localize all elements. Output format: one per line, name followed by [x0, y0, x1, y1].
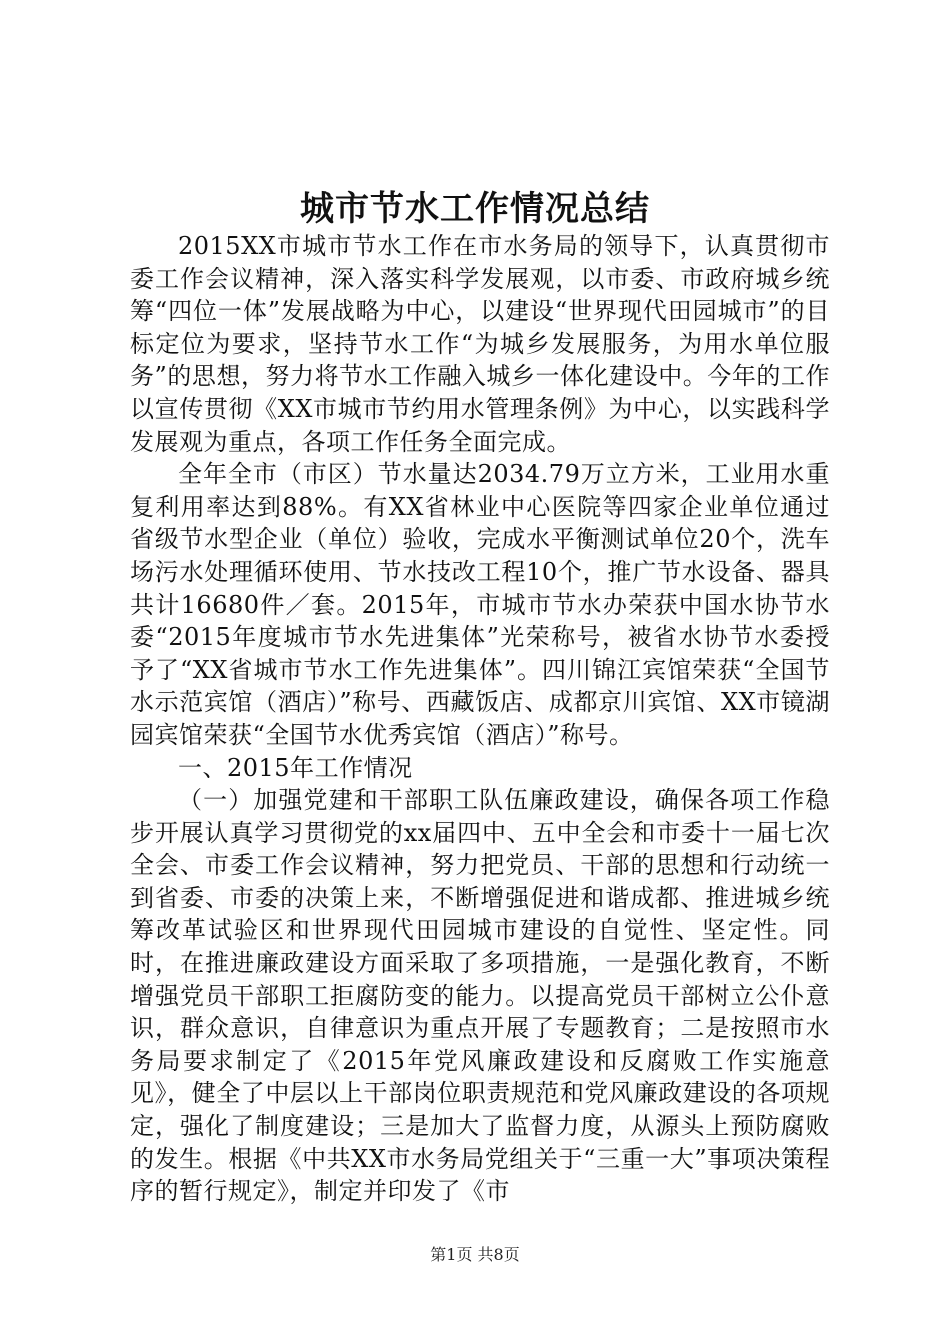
document-body [130, 230, 830, 1208]
paragraph-results: 全年全市（市区）节水量达2034.79万立方米，工业用水重复利用率达到88%。有XX省林业中心医院等四家企业单位通过省级节水型企业（单位）验收，完成水平衡测试单位20个，洗车场污水处理循环使用、节水技改工程10个，推广节水设备、器具共计16680件／套。2015年，市城市节水办荣获中国水协节水委“2015年度城市节水先进集体”光荣称号，被省水协节水委授予了“XX省城市节水工作先进集体”。四川锦江宾馆荣获“全国节水示范宾馆（酒店）”称号、西藏饭店、成都京川宾馆、XX市镜湖园宾馆荣获“全国节水优秀宾馆（酒店）”称号。 [130, 460, 830, 749]
paragraph-intro: 2015XX市城市节水工作在市水务局的领导下，认真贯彻市委工作会议精神，深入落实科学发展观，以市委、市政府城乡统筹“四位一体”发展战略为中心，以建设“世界现代田园城市”的目标定位为要求，坚持节水工作“为城乡发展服务，为用水单位服务”的思想，努力将节水工作融入城乡一体化建设中。今年的工作以宣传贯彻《XX市城市节约用水管理条例》为中心，以实践科学发展观为重点，各项工作任务全面完成。 [130, 232, 830, 456]
document-title: 城市节水工作情况总结 [300, 189, 650, 229]
section-heading: 一、2015年工作情况 [178, 753, 413, 782]
paragraph-section-one: （一）加强党建和干部职工队伍廉政建设，确保各项工作稳步开展认真学习贯彻党的xx届四中、五中全会和市委十一届七次全会、市委工作会议精神，努力把党员、干部的思想和行动统一到省委、市委的决策上来，不断增强促进和谐成都、推进城乡统筹改革试验区和世界现代田园城市建设的自觉性、坚定性。同时，在推进廉政建设方面采取了多项措施，一是强化教育，不断增强党员干部职工拒腐防变的能力。以提高党员干部树立公仆意识，群众意识，自律意识为重点开展了专题教育；二是按照市水务局要求制定了《2015年党风廉政建设和反腐败工作实施意见》，健全了中层以上干部岗位职责规范和党风廉政建设的各项规定，强化了制度建设；三是加大了监督力度，从源头上预防腐败的发生。根据《中共XX市水务局党组关于“三重一大”事项决策程序的暂行规定》，制定并印发了《市 [130, 786, 830, 1206]
page-footer: 第1页 共8页 [430, 1245, 520, 1264]
